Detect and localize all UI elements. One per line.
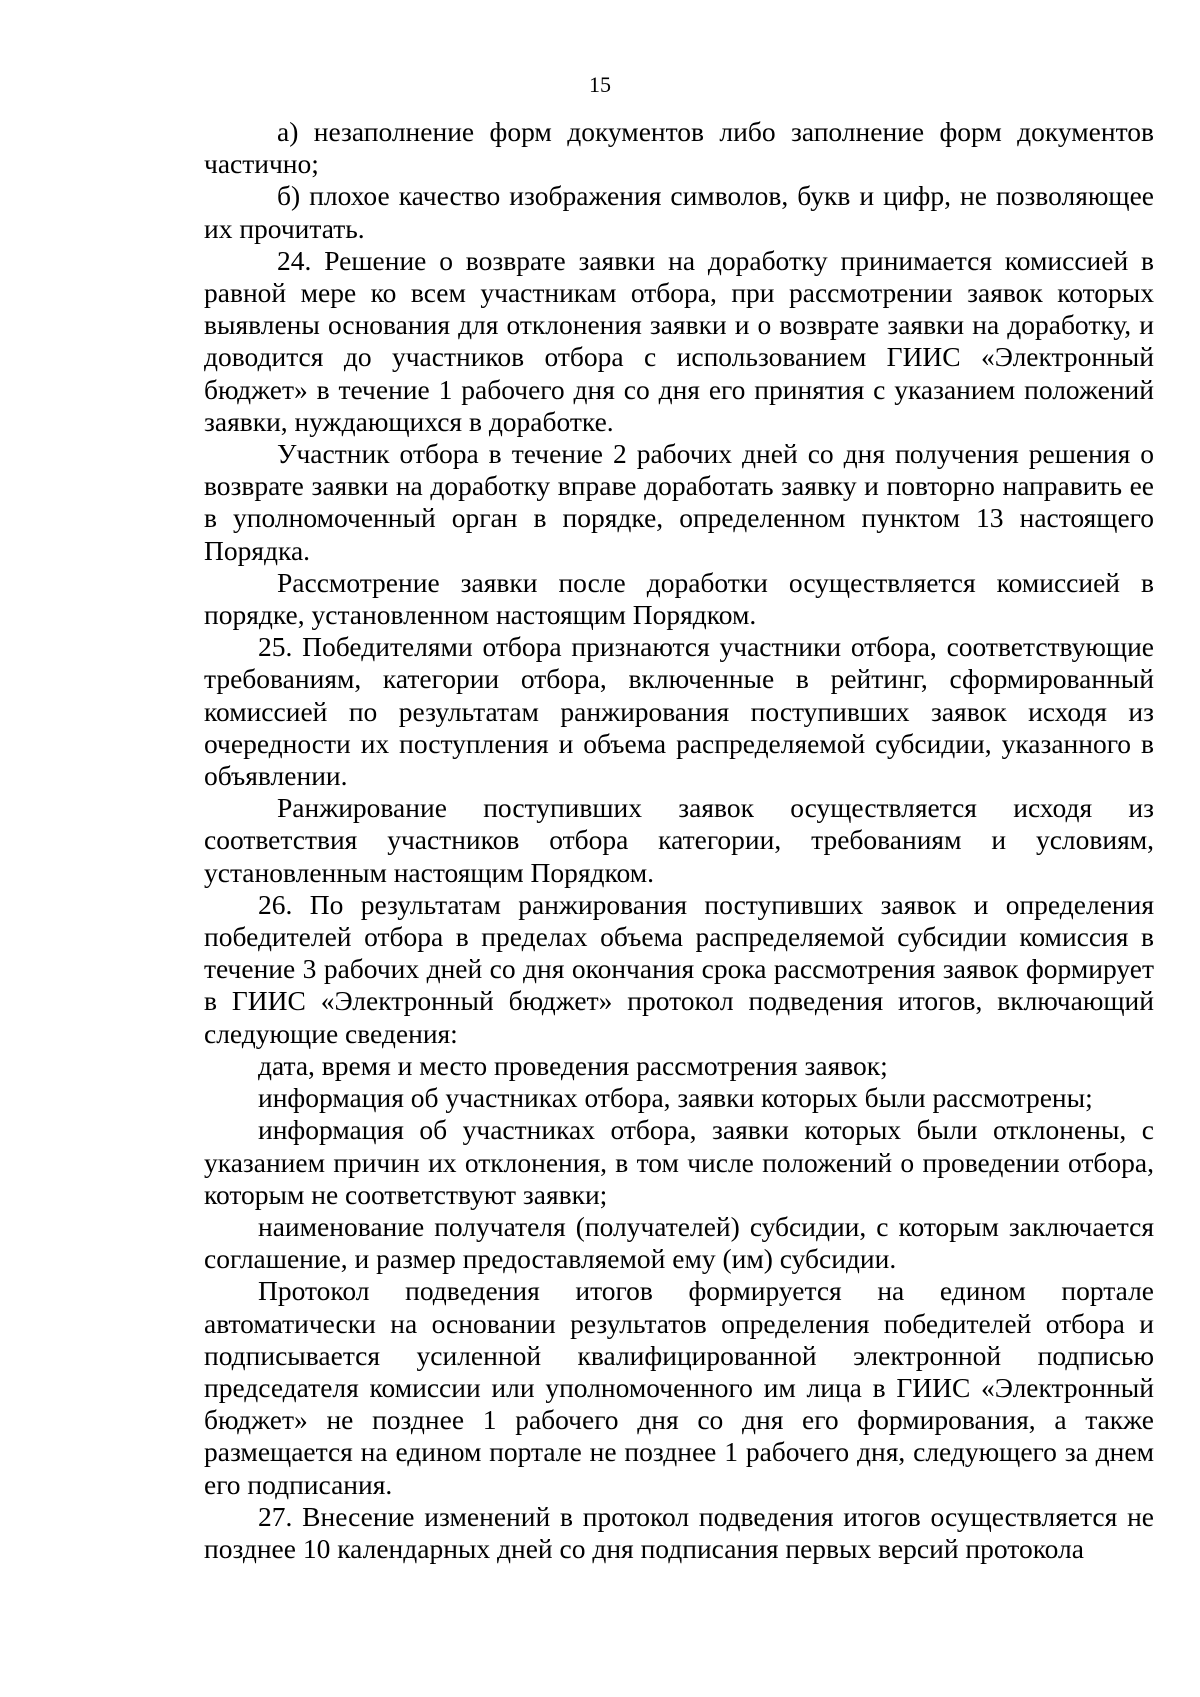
paragraph: а) незаполнение форм документов либо заполнение форм документов частично; <box>204 116 1154 180</box>
page-number: 15 <box>589 72 611 97</box>
paragraph: Рассмотрение заявки после доработки осуществляется комиссией в порядке, установленном настоящим Порядком. <box>204 566 1154 631</box>
paragraph: Протокол подведения итогов формируется на едином портале автоматически на основании результатов определения победителей отбора и подписывается усиленной квалифицированной электронной подписью председателя комиссии или уполномоченного им лица в ГИИС «Электронный бюджет» не позднее 1 рабочего дня со дня его формирования, а также размещается на едином портале не позднее 1 рабочего дня, следующего за днем его подписания. <box>204 1275 1154 1500</box>
paragraph: Участник отбора в течение 2 рабочих дней со дня получения решения о возврате заявки на доработку вправе доработать заявку и повторно направить ее в уполномоченный орган в порядке, определенном пунктом 13 настоящего Порядка. <box>204 438 1154 566</box>
paragraph: б) плохое качество изображения символов, букв и цифр, не позволяющее их прочитать. <box>204 180 1154 244</box>
paragraph: наименование получателя (получателей) субсидии, с которым заключается соглашение, и размер предоставляемой ему (им) субсидии. <box>204 1210 1154 1275</box>
paragraph: 25. Победителями отбора признаются участники отбора, соответствующие требованиям, категории отбора, включенные в рейтинг, сформированный комиссией по результатам ранжирования поступивших заявок исходя из очередности их поступления и объема распределяемой субсидии, указанного в объявлении. <box>204 631 1154 792</box>
paragraph: дата, время и место проведения рассмотрения заявок; <box>258 1049 888 1081</box>
paragraph: Ранжирование поступивших заявок осуществляется исходя из соответствия участников отбора категории, требованиям и условиям, установленным настоящим Порядком. <box>204 792 1154 888</box>
paragraph: информация об участниках отбора, заявки которых были отклонены, с указанием причин их отклонения, в том числе положений о проведении отбора, которым не соответствуют заявки; <box>204 1114 1154 1210</box>
document-body <box>204 116 1154 1565</box>
paragraph: 24. Решение о возврате заявки на доработку принимается комиссией в равной мере ко всем участникам отбора, при рассмотрении заявок которых выявлены основания для отклонения заявки и о возврате заявки на доработку, и доводится до участников отбора с использованием ГИИС «Электронный бюджет» в течение 1 рабочего дня со дня его принятия с указанием положений заявки, нуждающихся в доработке. <box>204 244 1154 437</box>
paragraph: 26. По результатам ранжирования поступивших заявок и определения победителей отбора в пределах объема распределяемой субсидии комиссия в течение 3 рабочих дней со дня окончания срока рассмотрения заявок формирует в ГИИС «Электронный бюджет» протокол подведения итогов, включающий следующие сведения: <box>204 888 1154 1049</box>
paragraph: информация об участниках отбора, заявки которых были рассмотрены; <box>258 1082 1093 1114</box>
paragraph: 27. Внесение изменений в протокол подведения итогов осуществляется не позднее 10 календарных дней со дня подписания первых версий протокола <box>204 1500 1154 1564</box>
